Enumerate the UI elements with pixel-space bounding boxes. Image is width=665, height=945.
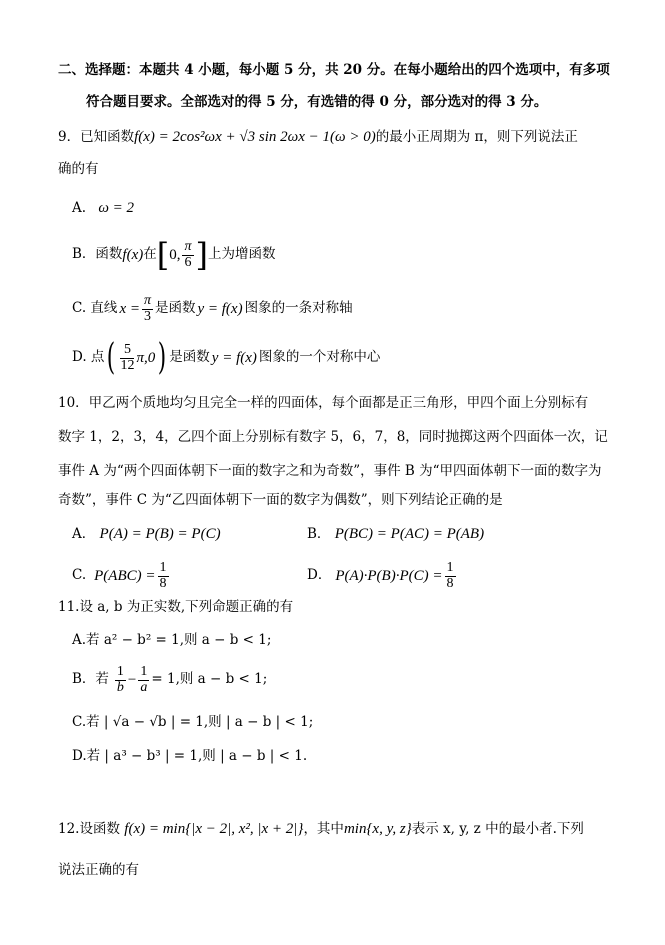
q9-option-c-frac-num: π (143, 292, 151, 308)
q11-option-a: A.若 a² − b² = 1,则 a − b < 1; (72, 632, 272, 648)
q9-option-d-frac-num: 5 (120, 343, 134, 359)
q11-option-b-f2-den: a (140, 679, 148, 695)
q9-option-b-interval-left: 0, (169, 246, 181, 263)
q12-stem-line2: 说法正确的有 (58, 862, 139, 878)
q10-option-c-expr: P(ABC) = (94, 567, 156, 584)
q9-option-c-fraction (142, 294, 153, 324)
q11-option-b-suffix: = 1,则 a − b < 1; (151, 671, 268, 688)
q9-option-d-left-paren: ( (107, 337, 116, 378)
q9-option-b-fraction (182, 240, 193, 270)
q10-stem-line2: 数字 1，2，3，4，乙四个面上分别标有数字 5，6，7，8，同时抛掷这两个四面体一次，记 (58, 429, 608, 445)
q11-option-b-f1-num: 1 (116, 663, 124, 679)
q11-option-b (72, 660, 267, 700)
q9-option-b-expr: f(x) (122, 246, 144, 263)
q9-option-a (72, 201, 134, 216)
q10-option-b (307, 527, 484, 542)
q10-option-d-fraction (445, 561, 456, 591)
q10-stem-line3: 事件 A 为“两个四面体朝下一面的数字之和为奇数”，事件 B 为“甲四面体朝下一面的数字为 (58, 463, 602, 479)
q10-option-b-expr: P(BC) = P(AC) = P(AB) (334, 526, 485, 542)
q11-option-c: C.若 | √a − √b | = 1,则 | a − b | < 1; (72, 714, 314, 730)
q9-option-c-frac-den: 3 (143, 308, 151, 324)
q9-option-d-right-paren: ) (158, 337, 167, 378)
q12-stem (58, 822, 584, 837)
q9-option-c-suffix: 图象的一条对称轴 (244, 300, 353, 317)
q9-stem-function: f(x) = 2cos²ωx + √3 sin 2ωx − 1(ω > 0) (134, 129, 376, 145)
q9-option-b-frac-den: 6 (184, 254, 192, 270)
q11-option-b-f2-num: 1 (140, 663, 148, 679)
q10-option-a-expr: P(A) = P(B) = P(C) (99, 526, 221, 542)
q9-option-b-frac-num: π (184, 238, 192, 254)
q11-option-d: D.若 | a³ − b³ | = 1,则 | a − b | < 1. (72, 748, 308, 764)
q10-option-d-label: D． (307, 567, 332, 584)
q10-option-c-fraction (158, 561, 169, 591)
q9-stem-suffix: 的最小正周期为 π，则下列说法正 (375, 129, 578, 145)
q9-option-c-expr: y = f(x) (197, 300, 243, 317)
q10-option-c (72, 556, 171, 596)
q9-option-b-left-bracket: [ (156, 236, 170, 274)
q9-stem (58, 130, 578, 145)
q9-option-c-label: C. 直线 (72, 300, 118, 317)
q9-option-d-expr: y = f(x) (211, 349, 257, 366)
q9-option-d-mid: 是函数 (169, 349, 210, 366)
q9-option-d-label: D. 点 (72, 349, 105, 366)
q9-option-d-fraction (120, 343, 134, 373)
q12-stem-min: min{x, y, z} (343, 821, 412, 837)
q10-option-d-den: 8 (446, 575, 454, 591)
q10-option-a (72, 527, 221, 542)
q11-option-b-fraction2 (138, 665, 149, 695)
q10-stem-line1: 10．甲乙两个质地均匀且完全一样的四面体，每个面都是正三角形，甲四个面上分别标有 (58, 395, 589, 411)
q12-stem-mid: ，其中 (303, 821, 344, 837)
q9-option-a-label: A. (72, 200, 87, 216)
q9-stem-line2: 确的有 (58, 161, 99, 177)
section-header-line2: 符合题目要求。全部选对的得 5 分，有选错的得 0 分，部分选对的得 3 分。 (86, 94, 548, 110)
q10-option-a-label: A． (72, 526, 96, 542)
q11-stem: 11.设 a, b 为正实数,下列命题正确的有 (58, 599, 294, 615)
q10-stem-line4: 奇数”，事件 C 为“乙四面体朝下一面的数字为偶数”，则下列结论正确的是 (58, 492, 503, 508)
q9-option-d (72, 338, 380, 378)
q9-option-c-var: x = (119, 300, 140, 317)
q9-option-b-label: B．函数 (72, 246, 123, 263)
q12-stem-function: f(x) = min{|x − 2|, x², |x + 2|} (124, 821, 304, 837)
q10-option-c-num: 1 (159, 559, 167, 575)
q9-option-b-in: 在 (143, 246, 157, 263)
q12-stem-suffix: 表示 x, y, z 中的最小者.下列 (411, 821, 584, 837)
q9-option-a-expr: ω = 2 (98, 200, 135, 216)
q10-option-b-label: B． (307, 526, 331, 542)
q9-option-b-suffix: 上为增函数 (207, 246, 276, 263)
q9-option-d-frac-den: 12 (120, 357, 135, 373)
q9-option-d-suffix: 图象的一个对称中心 (258, 349, 381, 366)
q10-option-c-den: 8 (159, 575, 167, 591)
q10-option-d-expr: P(A)·P(B)·P(C) = (335, 567, 443, 584)
q10-option-d (307, 556, 458, 596)
q9-option-c-mid: 是函数 (154, 300, 196, 317)
q9-option-d-rest: π,0 (136, 349, 156, 366)
q9-option-b-right-bracket: ] (195, 236, 208, 274)
q9-option-b (72, 236, 275, 274)
q11-option-b-prefix: B．若 (72, 671, 109, 688)
q11-option-b-minus: − (127, 671, 137, 688)
q9-option-c (72, 290, 353, 328)
q9-stem-prefix: 9．已知函数 (58, 129, 135, 145)
q12-stem-prefix: 12.设函数 (58, 821, 120, 837)
q11-option-b-fraction1 (115, 665, 126, 695)
q10-option-c-label: C. (72, 567, 87, 584)
section-header-line1: 二、选择题：本题共 4 小题，每小题 5 分，共 20 分。在每小题给出的四个选项中，有多项 (58, 62, 610, 78)
q10-option-d-num: 1 (446, 559, 454, 575)
q11-option-b-f1-den: b (116, 679, 124, 695)
